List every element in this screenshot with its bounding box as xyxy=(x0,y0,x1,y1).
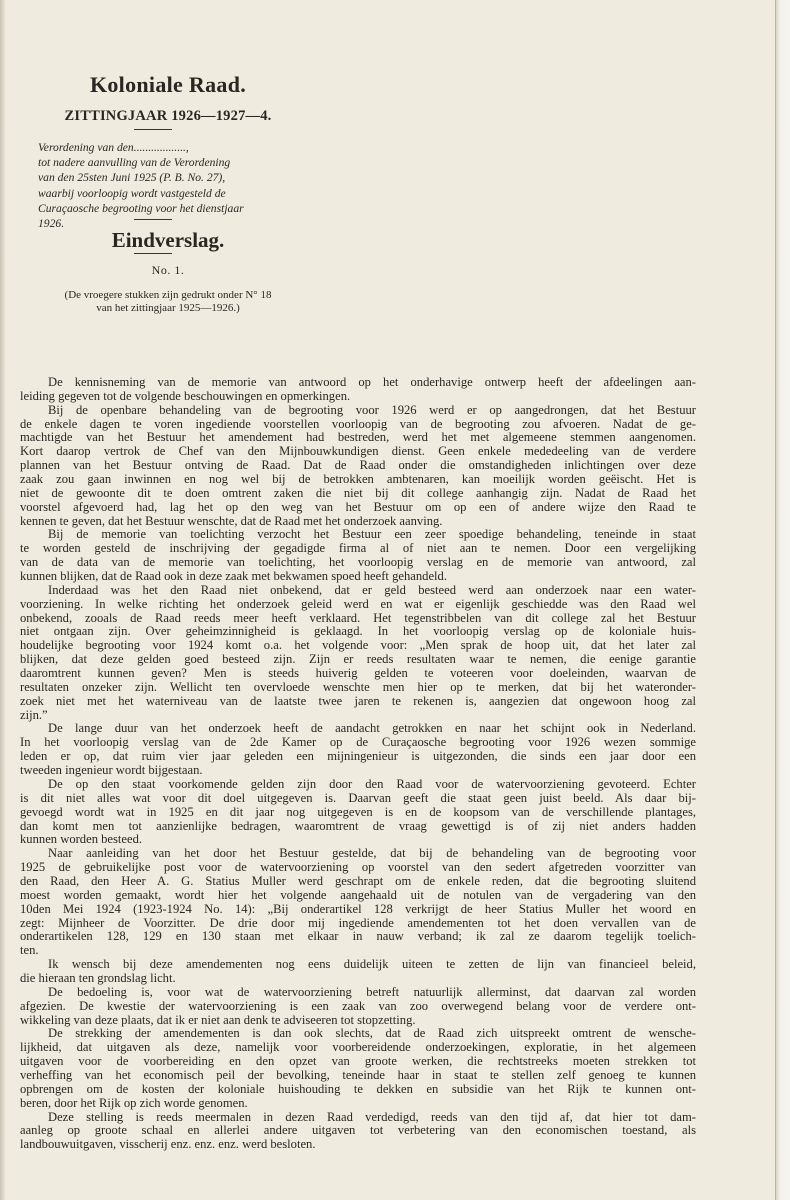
ordinance-line: van den 25sten Juni 1925 (P. B. No. 27), xyxy=(38,171,226,185)
body-line: onbekend, zooals de Raad reeds meer heeft verklaard. Het tegenstribbelen van dit college zal het Bestuur xyxy=(20,611,696,625)
report-title: Eindverslag. xyxy=(111,228,225,252)
body-line: zegt: Mijnheer de Voorzitter. De drie door mij ingediende amendementen tot het doen vervallen van de xyxy=(20,916,696,930)
body-line: den Raad, den Heer A. G. Statius Muller werd geschrapt om de enkele reden, dat die begrooting sluitend xyxy=(20,874,696,888)
ordinance-line: Verordening van den.................., xyxy=(38,141,189,154)
report-number: No. 1. xyxy=(151,263,185,277)
body-line: In het voorloopig verslag van de 2de Kamer op de Curaçaosche begrooting voor 1926 wezen sommige xyxy=(20,736,696,750)
body-line: Bij de memorie van toelichting verzocht het Bestuur een zeer spoedige behandeling, teneinde in staat xyxy=(48,528,696,542)
ordinance-line: tot nadere aanvulling van de Verordening xyxy=(38,156,231,170)
body-line: De bedoeling is, voor wat de watervoorziening betreft natuurlijk allerminst, dat daarvan zal worden xyxy=(48,985,696,999)
divider xyxy=(134,129,172,130)
header xyxy=(38,72,298,125)
ordinance-line: waarbij voorloopig wordt vastgesteld de xyxy=(38,186,226,200)
ordinance-line: 1926. xyxy=(38,217,65,231)
body-line: leiding gegeven tot de volgende beschouwingen en opmerkingen. xyxy=(20,389,351,403)
body-line: Kort daarop vertrok de Chef van den Mijnbouwkundigen dienst. Geen enkele mededeeling van de verdere xyxy=(20,445,696,459)
body-line: niet ontgaan zijn. Over geheimzinnigheid is geklaagd. In het voorloopig verslag op de koloniale huis- xyxy=(20,625,696,639)
session-year: ZITTINGJAAR 1926—1927—4. xyxy=(64,108,272,124)
body-line: onderartikelen 128, 129 en 130 staan met elkaar in nauw verband; ik zal ze daarom tegelijk toelich- xyxy=(20,930,696,944)
body-line: verheffing van het economisch peil der bevolking, teneinde haar in staat te stellen zelf genoeg te kunnen xyxy=(20,1068,696,1082)
body-line: kunnen worden besteed. xyxy=(20,833,143,847)
divider xyxy=(134,219,172,220)
body-line: machtigde van het Bestuur het amendement had bestreden, werd het met algemeene stemmen aangenomen. xyxy=(20,431,696,445)
body-line: blijken, dat deze gelden goed besteed zijn. Zijn er reeds resultaten waar te nemen, die eenige garantie xyxy=(20,653,696,667)
body-line: tweeden ingenieur wordt bijgestaan. xyxy=(20,764,203,778)
body-line: plannen van het Bestuur ontving de Raad. Dat de Raad onder die omstandigheden inlichtingen over deze xyxy=(20,459,696,473)
body-line: opbrengen om de kosten der koloniale huishouding te dekken en subsidie van het Rijk te kunnen ont- xyxy=(20,1082,696,1096)
body-line: zijn.” xyxy=(20,708,48,722)
body-line: Deze stelling is reeds meermalen in dezen Raad verdedigd, reeds van den tijd af, dat hier tot dam- xyxy=(48,1110,696,1124)
body-line: beren, door het Rijk op zich worde genomen. xyxy=(20,1096,248,1110)
body-line: dan komt men tot aanzienlijke bedragen, waaromtrent de vraag gewettigd is of zij niet anders hadden xyxy=(20,819,696,833)
body-line: die hieraan ten grondslag licht. xyxy=(20,971,176,985)
body-line: Inderdaad was het den Raad niet onbekend, dat er geld besteed werd aan onderzoek naar een water- xyxy=(48,583,696,597)
note-line: (De vroegere stukken zijn gedrukt onder N° 18 xyxy=(64,289,272,301)
body-line: houdelijke begrooting voor 1924 komt o.a. het volgende voor: „Men sprak de hoop uit, dat het later zal xyxy=(20,639,696,653)
body-line: lijkheid, dat uitgaven als deze, namelijk voor voorbereidende onderzoekingen, exploratie, in het algemeen xyxy=(20,1041,696,1055)
body-line: 10den Mei 1924 (1923-1924 No. 14): „Bij onderartikel 128 verkrijgt de heer Statius Muller het woord en xyxy=(20,902,696,916)
body-line: uitgaven voor de voorbereiding en den opzet van groote werken, die rechtstreeks moeten strekken tot xyxy=(20,1055,696,1069)
previous-documents-note xyxy=(38,289,298,315)
body-line: kunnen blijken, dat de Raad ook in deze zaak met bekwamen spoed heeft gehandeld. xyxy=(20,570,447,584)
body-line: zoek niet met het waterniveau van de laatste twee jaren te rekenen is, aangezien dat ongewoon hoog zal xyxy=(20,694,696,708)
body-line: voorziening. In welke richting het onderzoek geleid werd en wat er eigenlijk geschiedde was den Raad wel xyxy=(20,597,696,611)
body-line: van de data van de memorie van toelichting, het voorloopig verslag en de memorie van antwoord, zal xyxy=(20,556,696,570)
body-line: afgezien. De kwestie der watervoorziening is een zaak van zoo overwegend belang voor de verdere ont- xyxy=(20,999,696,1013)
body-line: De op den staat voorkomende gelden zijn door den Raad voor de watervoorziening gevoteerd. Echter xyxy=(48,777,696,791)
body-line: voorstel afgevoerd had, lag het op den weg van het Bestuur om op een of andere wijze den Raad te xyxy=(20,500,696,514)
body-line: De kennisneming van de memorie van antwoord op het onderhavige ontwerp heeft der afdeelingen aan- xyxy=(48,376,696,389)
ordinance-line: Curaçaosche begrooting voor het dienstjaar xyxy=(38,201,244,215)
body-line: is dit niet alles wat voor dit doel uitgegeven is. Daarvan geeft die staat geen juist beeld. Als daar bij- xyxy=(20,791,696,805)
body-line: De lange duur van het onderzoek heeft de aandacht getrokken en naar het schijnt ook in Nederland. xyxy=(48,722,696,736)
body-line: 1925 de gebruikelijke post voor de watervoorziening op voorstel van den sedert afgetreden voorzitter van xyxy=(20,861,696,875)
ordinance-description xyxy=(38,140,284,231)
body-line: resultaten onzeker zijn. Wellicht ten overvloede wenschte men hier op te merken, dat bij het wateronder- xyxy=(20,680,696,694)
body-line: kennen te geven, dat het Bestuur wenschte, dat de Raad met het onderzoek aanving. xyxy=(20,514,443,528)
page-left-edge xyxy=(0,0,6,1200)
body-line: Ik wensch bij deze amendementen nog eens duidelijk uiteen te zetten de lijn van financieel beleid, xyxy=(48,958,696,972)
body-line: leden er op, dat ruim vier jaar geleden een mijningenieur is uitgezonden, die sinds een jaar door een xyxy=(20,750,696,764)
body-line: ten. xyxy=(20,944,39,958)
body-line: Naar aanleiding van het door het Bestuur gestelde, dat bij de behandeling van de begrooting voor xyxy=(48,847,696,861)
body-line: te worden gesteld de inschrijving der gegadigde firma al of niet aan te nemen. Door een vergelijking xyxy=(20,542,696,556)
report-body xyxy=(20,376,696,1152)
body-line: moest worden gemaakt, wordt hier het volgende aangehaald uit de notulen van de vergadering van den xyxy=(20,888,696,902)
body-line: daaromtrent kunnen geven? Men is steeds huiverig gelden te voteeren voor doeleinden, waarvan de xyxy=(20,667,696,681)
body-line: de enkele dagen te voren ingediende voorstellen voorloopig van de begrooting zou afvoeren. Nadat de ge- xyxy=(20,417,696,431)
body-line: zaak zou gaan inwinnen en nog wel bij de betrokken ambtenaren, kan moeilijk worden geëischt. Het is xyxy=(20,473,696,487)
body-line: De strekking der amendementen is dan ook slechts, dat de Raad zich uitspreekt omtrent de wensche- xyxy=(48,1027,696,1041)
body-line: niet de gewoonte dit te doen omtrent zaken die niet bij dit college aanhangig zijn. Nadat de Raad het xyxy=(20,486,696,500)
body-line: landbouwuitgaven, visscherij enz. enz. enz. werd besloten. xyxy=(20,1138,316,1152)
body-line: aanleg op groote schaal en allerlei andere uitgaven tot verbetering van den economischen toestand, als xyxy=(20,1124,696,1138)
body-line: gevoegd wordt wat in 1925 en dit jaar nog uitgegeven is en de koopsom van de verschillende plantages, xyxy=(20,805,696,819)
body-line: Bij de openbare behandeling van de begrooting voor 1926 werd er op aangedrongen, dat het Bestuur xyxy=(48,403,696,417)
council-title: Koloniale Raad. xyxy=(89,72,247,97)
divider xyxy=(134,253,172,254)
body-line: wikkeling van deze plaats, dat ik er niet aan denk te adviseeren tot stopzetting. xyxy=(20,1013,416,1027)
page-right-edge xyxy=(775,0,790,1200)
note-line: van het zittingjaar 1925—1926.) xyxy=(96,302,240,314)
